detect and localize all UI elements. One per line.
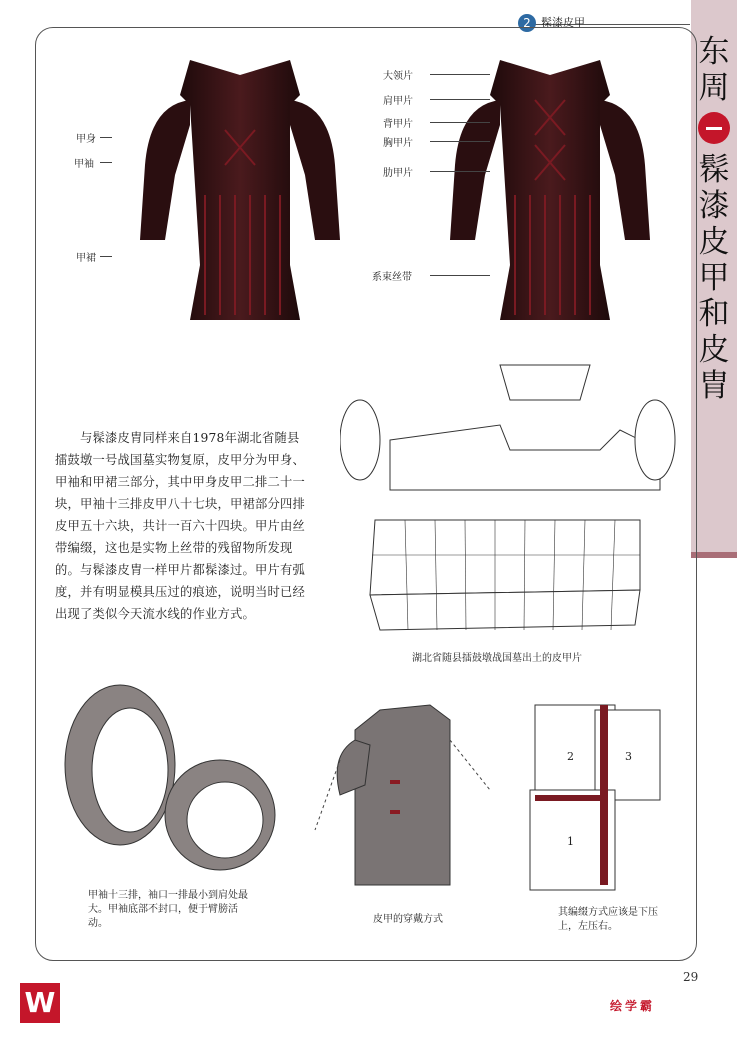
main-paragraph: 与髹漆皮胄同样来自1978年湖北省随县擂鼓墩一号战国墓实物复原，皮甲分为甲身、甲袖和甲裙三部分，其中甲身皮甲二排二十一块，甲袖十三排皮甲八十七块，甲裙部分四排皮甲五十六块，共计一百六十四块。甲片由丝带编缀，这也是实物上丝带的残留物所发现的。与髹漆皮胄一样甲片都髹漆过。甲片有弧度，并有明显模具压过的痕迹，说明当时已经出现了类似今天流水线的作业方式。 [55,431,305,621]
label-silk-ribbon: 系束丝带 [372,272,412,283]
leader-line [430,99,490,100]
binding-method-illustration [525,700,665,900]
plate-number-2: 2 [567,750,574,763]
section-title: 髹漆皮甲 [541,16,585,29]
leader-line [430,171,490,172]
label-back-plate: 背甲片 [383,119,413,130]
armor-illustration [130,45,690,345]
armor-plates-illustration [340,360,680,650]
leader-line [430,122,490,123]
page-number: 29 [683,970,699,984]
leader-line [430,275,490,276]
section-number-badge: 2 [518,14,536,32]
side-title-era: 东周 [698,34,730,106]
label-armor-body: 甲身 [76,134,96,145]
label-collar-plate: 大领片 [383,71,413,82]
caption-wearing: 皮甲的穿戴方式 [373,914,443,925]
caption-binding: 其编缀方式应该是下压上，左压右。 [558,907,658,932]
label-armor-skirt: 甲裙 [76,253,96,264]
label-rib-plate: 肋甲片 [383,168,413,179]
plate-number-3: 3 [625,750,632,763]
brand-name: 绘学霸 [610,999,656,1013]
side-band-footer [691,552,737,558]
label-chest-plate: 胸甲片 [383,138,413,149]
armor-front [140,60,340,320]
plate-number-1: 1 [567,835,574,848]
label-armor-sleeve: 甲袖 [74,159,94,170]
label-shoulder-plate: 肩甲片 [383,96,413,107]
brand-logo-letter: W [24,986,56,1019]
leader-line [100,256,112,257]
leader-line [100,162,112,163]
sleeve-rings-illustration [60,675,280,885]
leader-line [100,137,112,138]
dash-icon [706,127,722,130]
leader-line [430,141,490,142]
caption-sleeve: 甲袖十三排，袖口一排最小到肩处最大。甲袖底部不封口，便于臂膀活动。 [88,890,248,929]
leader-line [430,74,490,75]
armor-wearing-illustration [310,700,500,900]
caption-plates: 湖北省随县擂鼓墩战国墓出土的皮甲片 [412,653,582,664]
side-title-topic: 髹漆皮甲和皮胄 [698,152,730,404]
